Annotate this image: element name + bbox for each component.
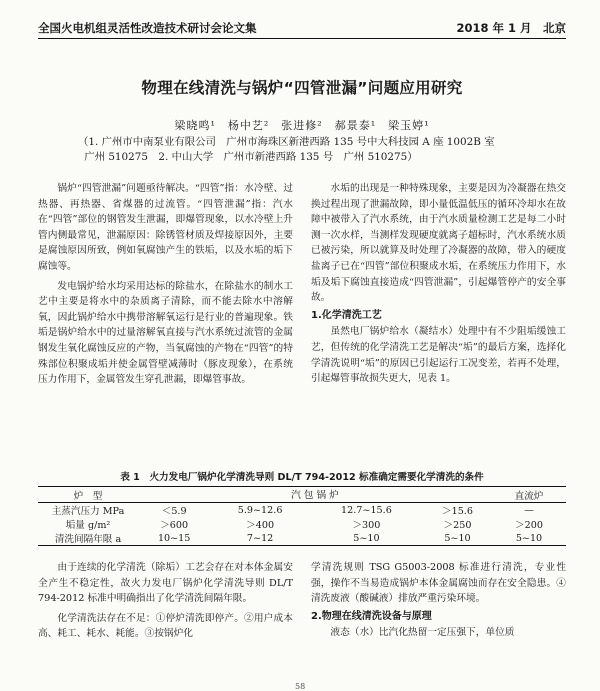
table-header-furnace-type: 炉 型 (38, 487, 138, 503)
table-cell: ＞300 (352, 520, 381, 531)
header-rule (38, 38, 566, 39)
row-label: 清洗间隔年限 a (38, 531, 138, 546)
table-header-once-through: 直流炉 (492, 487, 566, 503)
lower-right-paragraph-2: 液态（水）比汽化热留一定压强下，单位质 (330, 627, 515, 639)
lower-left-paragraph-1: 由于连续的化学清洗（除垢）工艺会存在对本体金属安全产生不稳定性，故火力发电厂锅炉化学清洗导则 DL/T 794-2012 标准中明确指出了化学清洗间隔年限。 (38, 562, 293, 605)
table-cell: ＞15.6 (442, 506, 473, 517)
table-cell: ＞200 (515, 520, 543, 531)
author-list: 梁晓鸣¹ 杨中艺² 张进修² 郝景泰¹ 梁玉婷¹ (174, 119, 430, 132)
row-label: 主蒸汽压力 MPa (51, 506, 125, 517)
lower-right-column (311, 560, 566, 641)
table-row (38, 531, 566, 546)
table-cell: — (524, 504, 534, 516)
table-header-drum-boiler: 汽 包 锅 炉 (138, 487, 492, 502)
table-cell: ＜5.9 (161, 506, 187, 517)
running-header-right: 2018 年 1 月 北京 (456, 21, 566, 35)
table-cell: ＞250 (443, 520, 472, 531)
table-cell: 12.7~15.6 (341, 504, 392, 516)
table-cell: ＞600 (160, 520, 189, 531)
table-caption: 表 1 火力发电厂锅炉化学清洗导则 DL/T 794-2012 标准确定需要化学清洗的条件 (120, 472, 484, 483)
left-paragraph-1: 锅炉“四管泄漏”问题亟待解决。“四管”指：水冷壁、过热器、再热器、省煤器的过流管。“四管泄漏”指：汽水在“四管”部位的钢管发生泄漏，即爆管现象，以水冷壁上升管内侧最常见，泄漏原因：除锈管材质及焊接原因外，主要是腐蚀原因所致，例如氧腐蚀产生的铁垢，以及水垢的垢下腐蚀等。 (38, 183, 293, 272)
table-cell: 10~15 (138, 531, 210, 546)
table-cell: 5~10 (423, 531, 492, 546)
cleaning-conditions-table (38, 486, 566, 546)
table-cell: ＞400 (246, 520, 275, 531)
row-label: 垢量 g/m² (65, 520, 111, 531)
lower-left-paragraph-2: 化学清洗法存在不足：①停炉清洗即停产。②用户成本高、耗工、耗水、耗能。③按锅炉化 (38, 612, 293, 640)
affiliation-line-2: 广州 510275 2. 中山大学 广州市新港西路 135 号 广州 510275） (84, 151, 418, 163)
running-header-left: 全国火电机组灵活性改造技术研讨会论文集 (38, 21, 257, 35)
table-cell: 5.9~12.6 (237, 504, 283, 516)
table-row (38, 503, 566, 518)
right-column (311, 181, 566, 387)
lower-right-paragraph-1: 学清洗规则 TSG G5003-2008 标准进行清洗，专业性强，操作不当易造成锅炉本体金属腐蚀而存在安全隐患。④清洗废液（酸碱液）排放严重污染环境。 (311, 562, 566, 605)
table-cell: 5~10 (310, 531, 423, 546)
affiliations (78, 135, 538, 165)
section-heading-1: 1.化学清洗工艺 (311, 309, 382, 321)
paper-title: 物理在线清洗与锅炉“四管泄漏”问题应用研究 (141, 79, 463, 97)
section-heading-2: 2.物理在线清洗设备与原理 (311, 610, 432, 622)
table-cell: 5~10 (492, 531, 566, 546)
table-row (38, 517, 566, 531)
page-number: 58 (295, 682, 306, 691)
table-cell: 7~12 (210, 531, 310, 546)
left-column (38, 181, 293, 388)
lower-left-column (38, 560, 293, 642)
left-paragraph-2: 发电锅炉给水均采用达标的除盐水，在除盐水的制水工艺中主要是将水中的杂质离子清除，而不能去除水中溶解氧，因此锅炉给水中携带溶解氧运行是行业的普遍现象。铁垢是锅炉给水中的过量溶解氧直接与汽水系统过流管的金属钢发生氧化腐蚀反应的产物，当氧腐蚀的产物在“四管”的特殊部位积聚成垢并使金属管壁减薄时（豚皮现象），在系统压力作用下，金属管发生穿孔泄漏，即爆管事故。 (38, 280, 293, 386)
affiliation-line-1: （1. 广州市中南泵业有限公司 广州市海珠区新港西路 135 号中大科技园 A 座 1002B 室 (78, 136, 495, 148)
right-paragraph-2: 虽然电厂锅炉给水（凝结水）处理中有不少阻垢缓蚀工艺，但传统的化学清洗工艺是解决“垢”的最后方案，选择化学清洗说明“垢”的原因已引起运行工况变差，若再不处理，引起爆管事故损失更大，见表 1。 (311, 326, 566, 385)
right-paragraph-1: 水垢的出现是一种特殊现象，主要是因为冷凝器在热交换过程出现了泄漏故障，即小量低温低压的循环冷却水在故障中被带入了汽水系统，由于汽水质量检测工艺是每二小时测一次水样，当测样发现硬度就离子超标时，汽水系统水质已被污染，所以就算及时处理了冷凝器的故障，带入的硬度盐离子已在“四管”部位积聚成水垢，在系统压力作用下，水垢及垢下腐蚀直接造成“四管泄漏”，引起爆管停产的安全事故。 (311, 183, 566, 304)
